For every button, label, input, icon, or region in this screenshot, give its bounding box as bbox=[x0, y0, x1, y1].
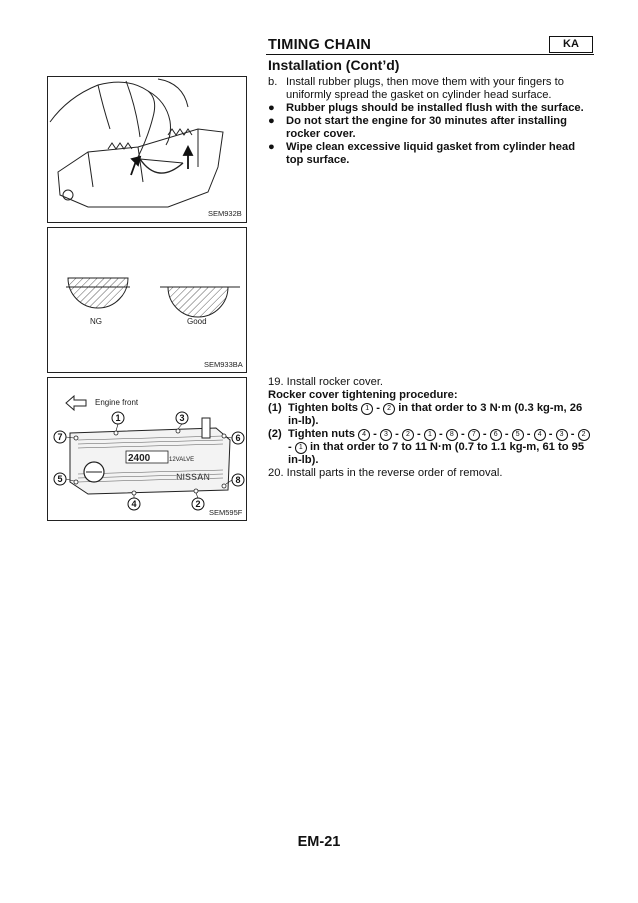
bolt-number: 8 bbox=[235, 475, 241, 485]
sequence-number: 1 bbox=[424, 429, 436, 441]
sequence-number: 2 bbox=[383, 403, 395, 415]
bolt-number: 6 bbox=[235, 433, 241, 443]
step-b-text: Install rubber plugs, then move them with your fingers to uniformly spread the gasket on cylinder head surface. bbox=[286, 76, 564, 101]
substep-1-tail: in that order to 3 N·m (0.3 kg-m, 26 in-lb). bbox=[288, 402, 583, 427]
instructions-top bbox=[268, 76, 593, 167]
page-number: EM-21 bbox=[297, 834, 341, 850]
step-b-mark: b. bbox=[268, 76, 278, 88]
substep-2 bbox=[268, 428, 593, 467]
instructions-bottom bbox=[268, 376, 593, 480]
figure-plug-flush bbox=[47, 227, 247, 373]
section-badge: KA bbox=[549, 36, 593, 53]
subsection-title: Installation (Cont’d) bbox=[268, 57, 400, 73]
bolt-number: 2 bbox=[195, 499, 201, 509]
bullet-icon: ● bbox=[268, 102, 275, 114]
bullet-icon: ● bbox=[268, 115, 275, 127]
sequence-number: 3 bbox=[380, 429, 392, 441]
bullet-text: Wipe clean excessive liquid gasket from cylinder head top surface. bbox=[286, 141, 576, 166]
substep-2-mark: (2) bbox=[268, 428, 282, 440]
badge-2400: 2400 bbox=[128, 453, 151, 464]
sequence-2: 4 - 3 - 2 - 1 - 8 - 7 - 6 - 5 - 4 - 3 - 2 - 1 bbox=[288, 428, 590, 453]
rubber-plug-illustration bbox=[48, 77, 246, 222]
bolt-number: 1 bbox=[115, 413, 121, 423]
engine-front-label: Engine front bbox=[95, 398, 139, 407]
section-title: TIMING CHAIN bbox=[268, 37, 372, 53]
figure-code: SEM595F bbox=[209, 508, 243, 517]
substep-1-mark: (1) bbox=[268, 402, 282, 414]
procedure-title: Rocker cover tightening procedure: bbox=[268, 389, 458, 401]
sequence-number: 6 bbox=[490, 429, 502, 441]
plug-flush-illustration bbox=[48, 228, 246, 372]
step-19: 19. Install rocker cover. bbox=[268, 376, 384, 388]
figure-rocker-cover bbox=[47, 377, 247, 521]
sequence-number: 1 bbox=[361, 403, 373, 415]
bullet-text: Rubber plugs should be installed flush with the surface. bbox=[286, 102, 584, 114]
bullet-item bbox=[268, 115, 593, 141]
engine-front-arrow-icon bbox=[66, 396, 86, 410]
ng-label: NG bbox=[90, 317, 102, 326]
substep-2-tail: in that order to 7 to 11 N·m (0.7 to 1.1 kg-m, 61 to 95 in-lb). bbox=[288, 441, 585, 466]
substep-2-lead: Tighten nuts bbox=[288, 428, 355, 440]
bolt-number: 7 bbox=[57, 432, 63, 442]
sequence-number: 5 bbox=[512, 429, 524, 441]
valve-label: 12VALVE bbox=[169, 457, 195, 463]
bolt-number: 5 bbox=[57, 474, 63, 484]
sequence-number: 2 bbox=[578, 429, 590, 441]
sequence-number: 8 bbox=[446, 429, 458, 441]
brand-label: NISSAN bbox=[176, 472, 211, 482]
figure-code: SEM932B bbox=[208, 209, 242, 218]
bullet-item bbox=[268, 102, 593, 115]
substep-1-lead: Tighten bolts bbox=[288, 402, 359, 414]
good-label: Good bbox=[187, 317, 207, 326]
rocker-cover-illustration bbox=[48, 378, 246, 520]
sequence-number: 7 bbox=[468, 429, 480, 441]
bolt-number: 4 bbox=[131, 499, 137, 509]
header-rule bbox=[266, 54, 594, 55]
sequence-number: 4 bbox=[534, 429, 546, 441]
figure-rubber-plugs bbox=[47, 76, 247, 223]
substep-1 bbox=[268, 402, 593, 428]
sequence-number: 3 bbox=[556, 429, 568, 441]
sequence-1: 1 - 2 bbox=[361, 402, 398, 414]
sequence-number: 2 bbox=[402, 429, 414, 441]
step-b bbox=[268, 76, 593, 102]
bolt-number: 3 bbox=[179, 413, 185, 423]
step-20: 20. Install parts in the reverse order of removal. bbox=[268, 467, 503, 479]
sequence-number: 1 bbox=[295, 442, 307, 454]
bullet-item bbox=[268, 141, 593, 167]
sequence-number: 4 bbox=[358, 429, 370, 441]
bullet-text: Do not start the engine for 30 minutes after installing rocker cover. bbox=[286, 115, 567, 140]
figure-code: SEM933BA bbox=[204, 360, 243, 369]
bullet-icon: ● bbox=[268, 141, 275, 153]
